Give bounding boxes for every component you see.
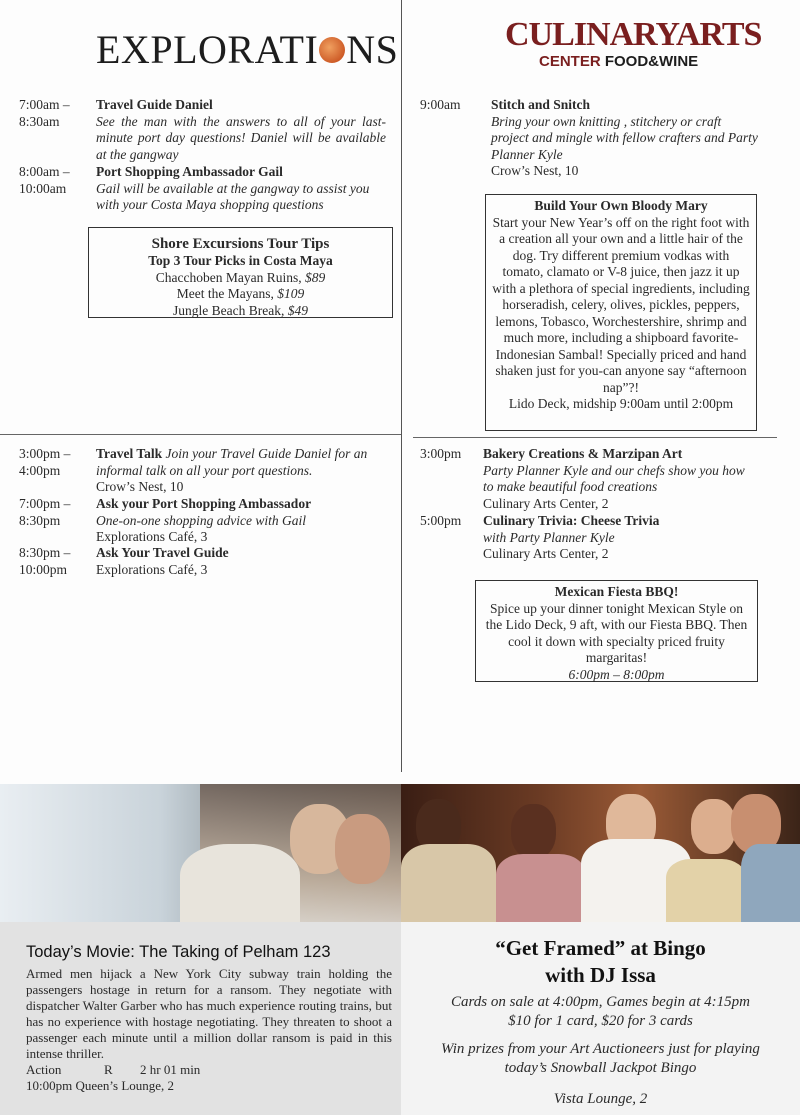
movie-title: Today’s Movie: The Taking of Pelham 123: [26, 943, 331, 961]
movie-info: Action R 2 hr 01 min: [26, 1062, 201, 1077]
globe-icon: [319, 37, 345, 63]
event-bakery-creations: 3:00pm Bakery Creations & Marzipan Art Party Planner Kyle and our chefs show you how to make beautiful food creations Culinary Arts Center, 2: [420, 446, 745, 511]
event-ask-ambassador: 7:00pm – 8:30pm Ask your Port Shopping Ambassador One-on-one shopping advice with Gail Explorations Café, 3: [19, 496, 312, 544]
bingo-prizes: Win prizes from your Art Auctioneers just for playing: [441, 1041, 760, 1057]
guests-photo: [0, 784, 401, 922]
tour-item: Jungle Beach Break, $49: [173, 302, 308, 318]
bingo-jackpot: today’s Snowball Jackpot Bingo: [504, 1060, 697, 1076]
tour-item: Chacchoben Mayan Ruins, $89: [155, 269, 326, 285]
bingo-title: “Get Framed” at Bingo with DJ Issa: [495, 936, 706, 987]
section-rule-left: [0, 434, 401, 435]
event-stitch-snitch: 9:00am Stitch and Snitch Bring your own knitting , stitchery or craft project and mingle with fellow crafters and Party Planner Kyle Crow’s Nest, 10: [420, 97, 758, 178]
column-divider: [401, 0, 402, 772]
tour-tips-box: Shore Excursions Tour Tips Top 3 Tour Picks in Costa Maya Chacchoben Mayan Ruins, $89 Meet the Mayans, $109 Jungle Beach Break, $49: [88, 227, 393, 318]
tour-item: Meet the Mayans, $109: [176, 286, 305, 301]
explorations-logo: EXPLORATI NS: [96, 27, 399, 72]
event-travel-talk: 3:00pm – 4:00pm Travel Talk Join your Travel Guide Daniel for an informal talk on all your port questions. Crow’s Nest, 10: [19, 446, 368, 494]
section-rule-right: [413, 437, 777, 438]
event-port-shopping: 8:00am – 10:00am Port Shopping Ambassador Gail Gail will be available at the gangway to assist you with your Costa Maya shopping questions: [19, 164, 370, 212]
movie-description: Armed men hijack a New York City subway train holding the passengers hostage in return for a ransom. They negotiate with dispatcher Walter Garber who has much experience routing trains, but has no experience with hostage negotiating. They threaten to shoot a passenger each minute until a million dollar ransom is paid in this intense thriller. Action R 2 hr 01 min 10:00pm Queen’s Lounge, 2: [26, 966, 392, 1093]
event-ask-travel-guide: 8:30pm – 10:00pm Ask Your Travel Guide Explorations Café, 3: [19, 545, 229, 577]
chefs-photo: [401, 784, 800, 922]
bingo-prices: $10 for 1 card, $20 for 3 cards: [508, 1013, 693, 1029]
bingo-location: Vista Lounge, 2: [553, 1091, 648, 1107]
bloody-mary-box: Build Your Own Bloody Mary Start your New Year’s off on the right foot with a creation all your own and a little hair of the dog. Try different premium vodkas with tomato, clamato or V-8 juice, then jazz it up with a plethora of special ingredients, including horseradish, celery, olives, pickles, peppers, lemons, Tobasco, Worchestershire, shrimp and much more, including a shipboard favorite-Indonesian Sambal! Specially priced and hand shaken just for you-can anyone say “afternoon nap”?! Lido Deck, midship 9:00am until 2:00pm: [485, 194, 757, 431]
bingo-cards-time: Cards on sale at 4:00pm, Games begin at 4:15pm: [450, 994, 750, 1010]
event-cheese-trivia: 5:00pm Culinary Trivia: Cheese Trivia with Party Planner Kyle Culinary Arts Center, 2: [420, 513, 660, 561]
culinary-arts-logo: CULINARYARTS CENTER FOOD&WINE: [505, 16, 762, 70]
event-travel-guide: 7:00am – 8:30am Travel Guide Daniel See the man with the answers to all of your last-minute port day questions! Daniel will be available at the gangway: [19, 97, 386, 162]
fiesta-box: Mexican Fiesta BBQ! Spice up your dinner tonight Mexican Style on the Lido Deck, 9 aft, with our Fiesta BBQ. Then cool it down with specialty priced fruity margaritas! 6:00pm – 8:00pm: [475, 580, 758, 682]
